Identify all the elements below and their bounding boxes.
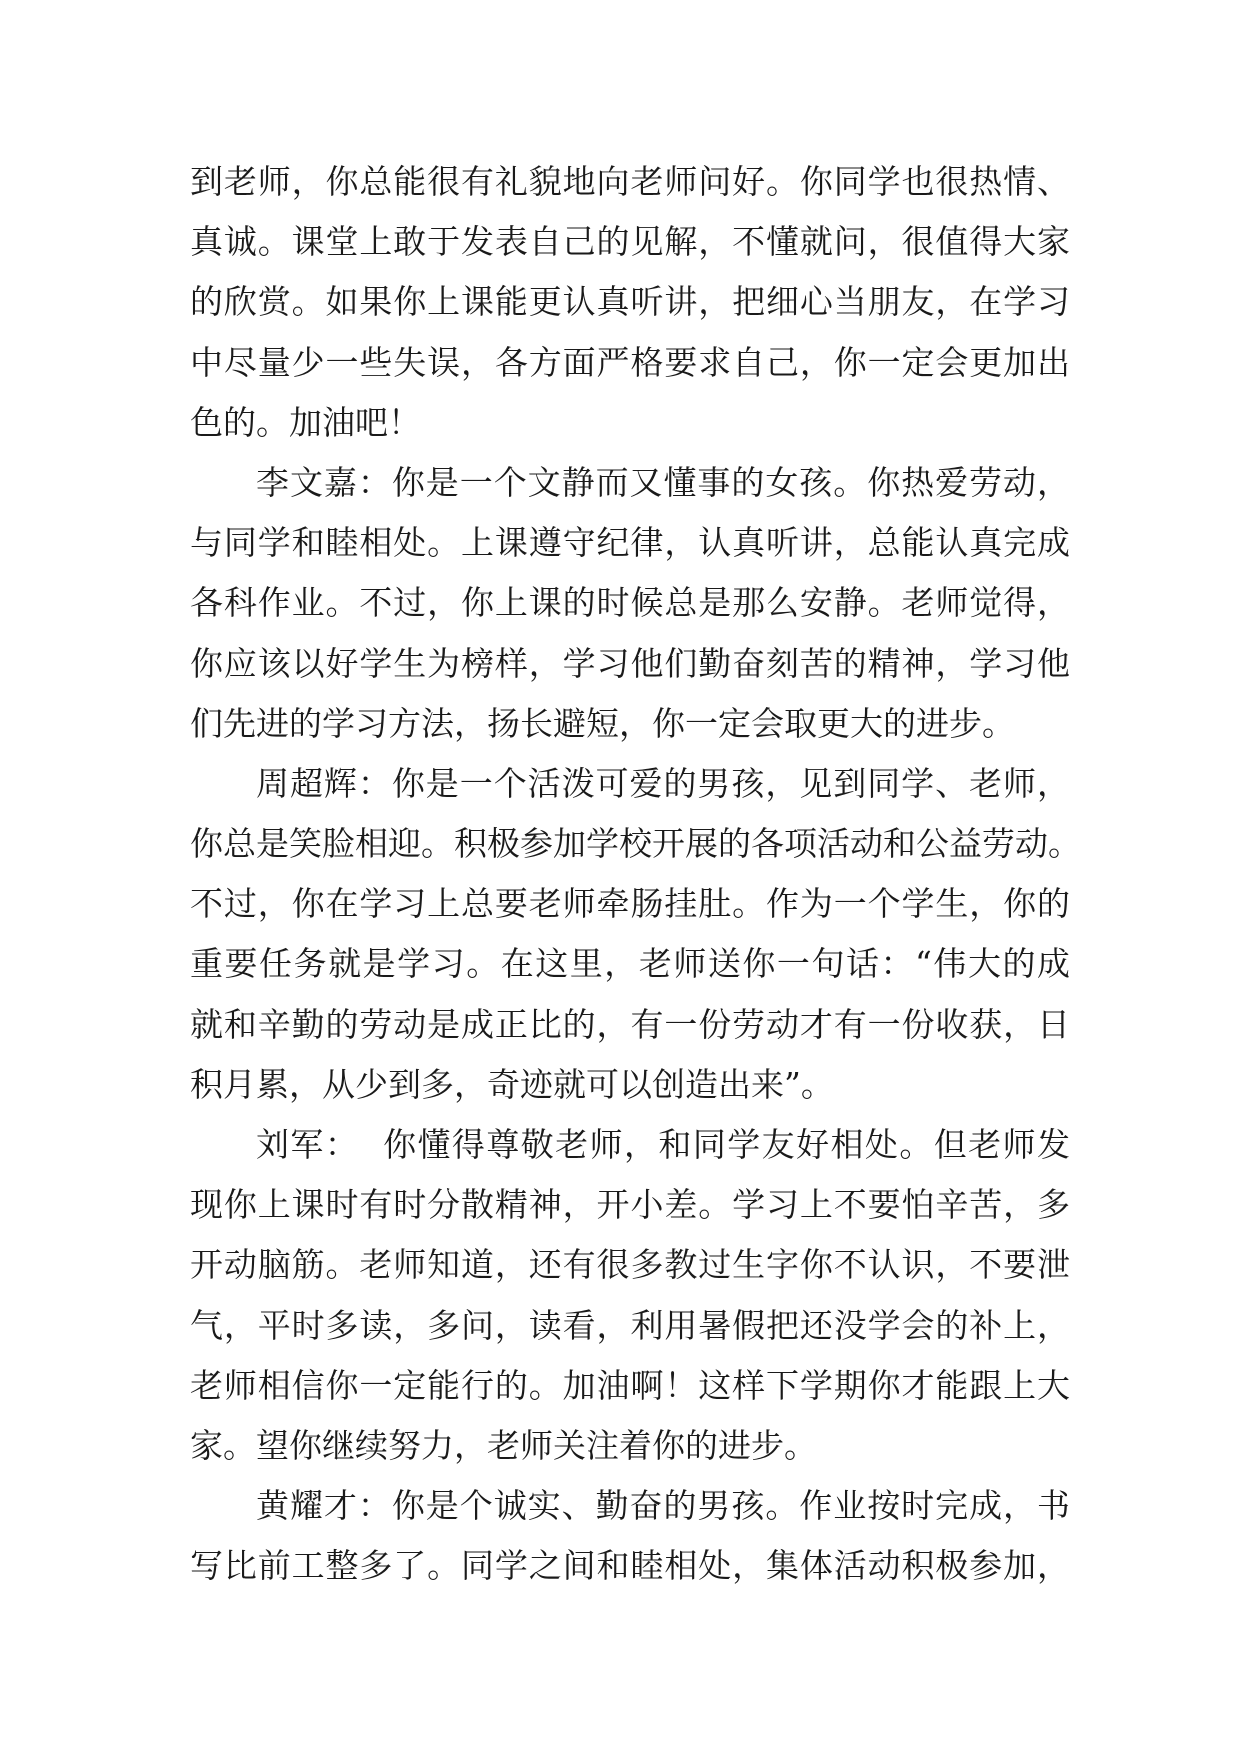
text-line: 开动脑筋。老师知道，还有很多教过生字你不认识，不要泄: [190, 1245, 1070, 1285]
text-line: 现你上课时有时分散精神，开小差。学习上不要怕辛苦，多: [190, 1185, 1070, 1225]
document-body: [190, 152, 1081, 1597]
paragraph-first-line: 李文嘉：你是一个文静而又懂事的女孩。你热爱劳动，: [256, 462, 1070, 502]
text-line: 们先进的学习方法，扬长避短，你一定会取更大的进步。: [190, 703, 1015, 743]
text-line: 积月累，从少到多，奇迹就可以创造出来”。: [190, 1064, 834, 1104]
text-line: 真诚。课堂上敢于发表自己的见解，不懂就问，很值得大家: [190, 222, 1070, 262]
paragraph-first-line: 刘军： 你懂得尊敬老师，和同学友好相处。但老师发: [256, 1125, 1070, 1164]
text-line: 不过，你在学习上总要老师牵肠挂肚。作为一个学生，你的: [190, 884, 1070, 924]
text-line: 与同学和睦相处。上课遵守纪律，认真听讲，总能认真完成: [190, 523, 1070, 563]
paragraph-first-line: 周超辉：你是一个活泼可爱的男孩，见到同学、老师，: [256, 763, 1070, 803]
text-line: 到老师，你总能很有礼貌地向老师问好。你同学也很热情、: [190, 162, 1070, 201]
text-line: 你应该以好学生为榜样，学习他们勤奋刻苦的精神，学习他: [190, 643, 1070, 683]
text-line: 家。望你继续努力，老师关注着你的进步。: [190, 1425, 817, 1465]
text-line: 老师相信你一定能行的。加油啊！这样下学期你才能跟上大: [190, 1365, 1070, 1405]
text-line: 写比前工整多了。同学之间和睦相处，集体活动积极参加，: [190, 1546, 1070, 1586]
text-line: 中尽量少一些失误，各方面严格要求自己，你一定会更加出: [190, 342, 1070, 382]
text-line: 各科作业。不过，你上课的时候总是那么安静。老师觉得，: [190, 583, 1070, 623]
text-line: 色的。加油吧！: [190, 402, 421, 442]
text-line: 就和辛勤的劳动是成正比的，有一份劳动才有一份收获，日: [190, 1004, 1070, 1044]
text-line: 重要任务就是学习。在这里，老师送你一句话：“伟大的成: [190, 944, 1070, 984]
text-line: 的欣赏。如果你上课能更认真听讲，把细心当朋友，在学习: [190, 282, 1070, 322]
paragraph-first-line: 黄耀才：你是个诚实、勤奋的男孩。作业按时完成，书: [256, 1486, 1070, 1526]
text-line: 气，平时多读，多问，读看，利用暑假把还没学会的补上，: [190, 1305, 1070, 1345]
text-line: 你总是笑脸相迎。积极参加学校开展的各项活动和公益劳动。: [190, 824, 1081, 864]
